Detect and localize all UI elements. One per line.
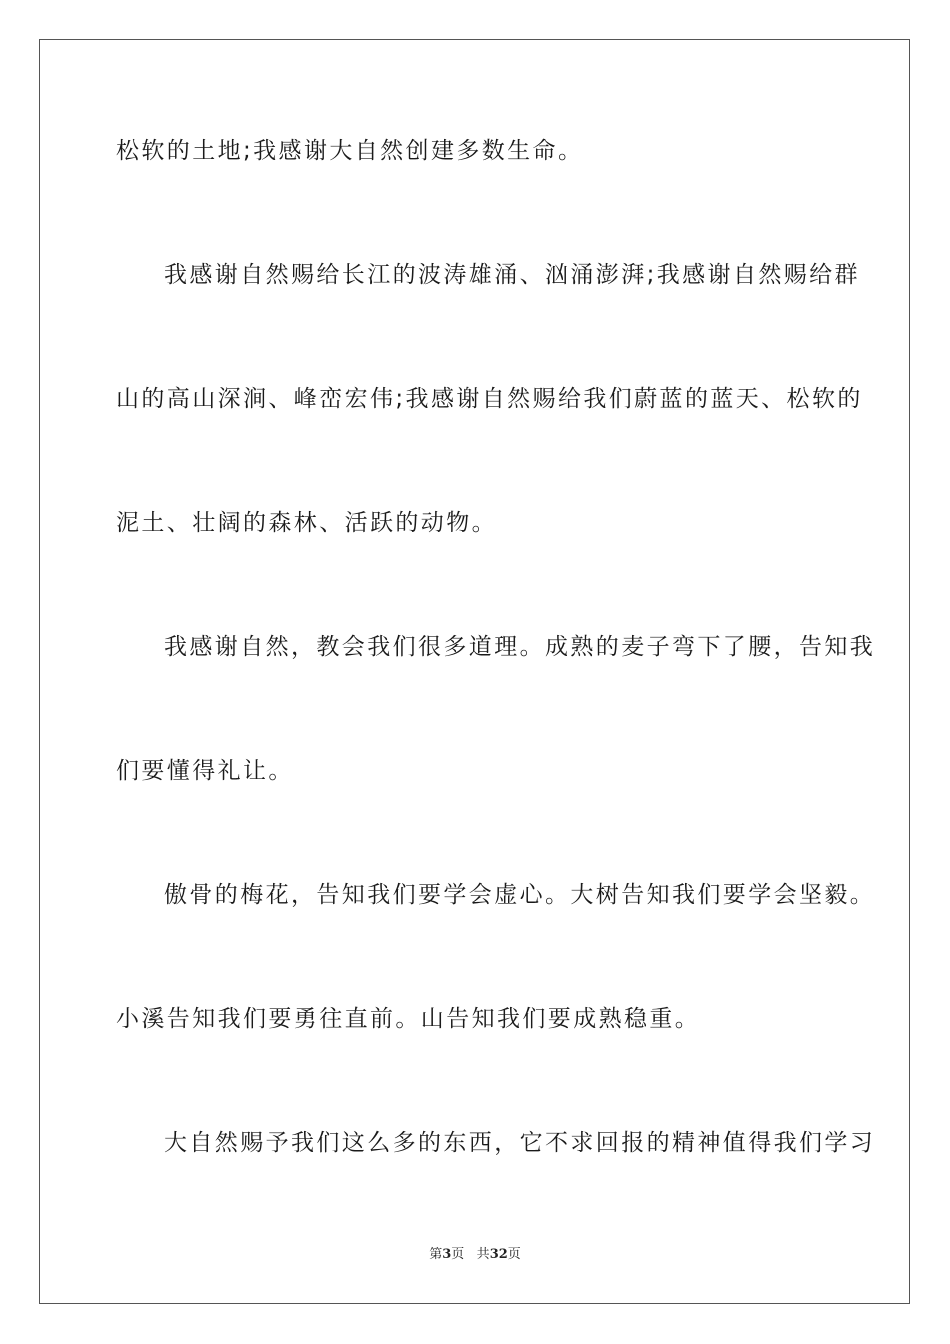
total-pages: 32 [489, 1247, 508, 1262]
page-footer [0, 1243, 950, 1262]
page-prefix: 第 [429, 1247, 443, 1262]
page-suffix: 页 [451, 1247, 465, 1262]
text-line-6: 们要懂得礼让。 [116, 758, 294, 784]
text-line-8: 小溪告知我们要勇往直前。山告知我们要成熟稳重。 [116, 1006, 701, 1032]
text-line-5: 我感谢自然，教会我们很多道理。成熟的麦子弯下了腰，告知我 [164, 634, 876, 660]
text-line-3: 山的高山深涧、峰峦宏伟;我感谢自然赐给我们蔚蓝的蓝天、松软的 [116, 386, 863, 412]
total-suffix: 页 [507, 1247, 521, 1262]
text-line-2: 我感谢自然赐给长江的波涛雄涌、汹涌澎湃;我感谢自然赐给群 [164, 262, 860, 288]
page-number: 3 [442, 1247, 452, 1262]
text-line-4: 泥土、壮阔的森林、活跃的动物。 [116, 510, 497, 536]
page-border [39, 39, 910, 1304]
text-line-7: 傲骨的梅花，告知我们要学会虚心。大树告知我们要学会坚毅。 [164, 882, 876, 908]
text-line-1: 松软的土地;我感谢大自然创建多数生命。 [116, 138, 584, 164]
text-line-9: 大自然赐予我们这么多的东西，它不求回报的精神值得我们学习 [164, 1130, 876, 1156]
total-prefix: 共 [476, 1247, 490, 1262]
